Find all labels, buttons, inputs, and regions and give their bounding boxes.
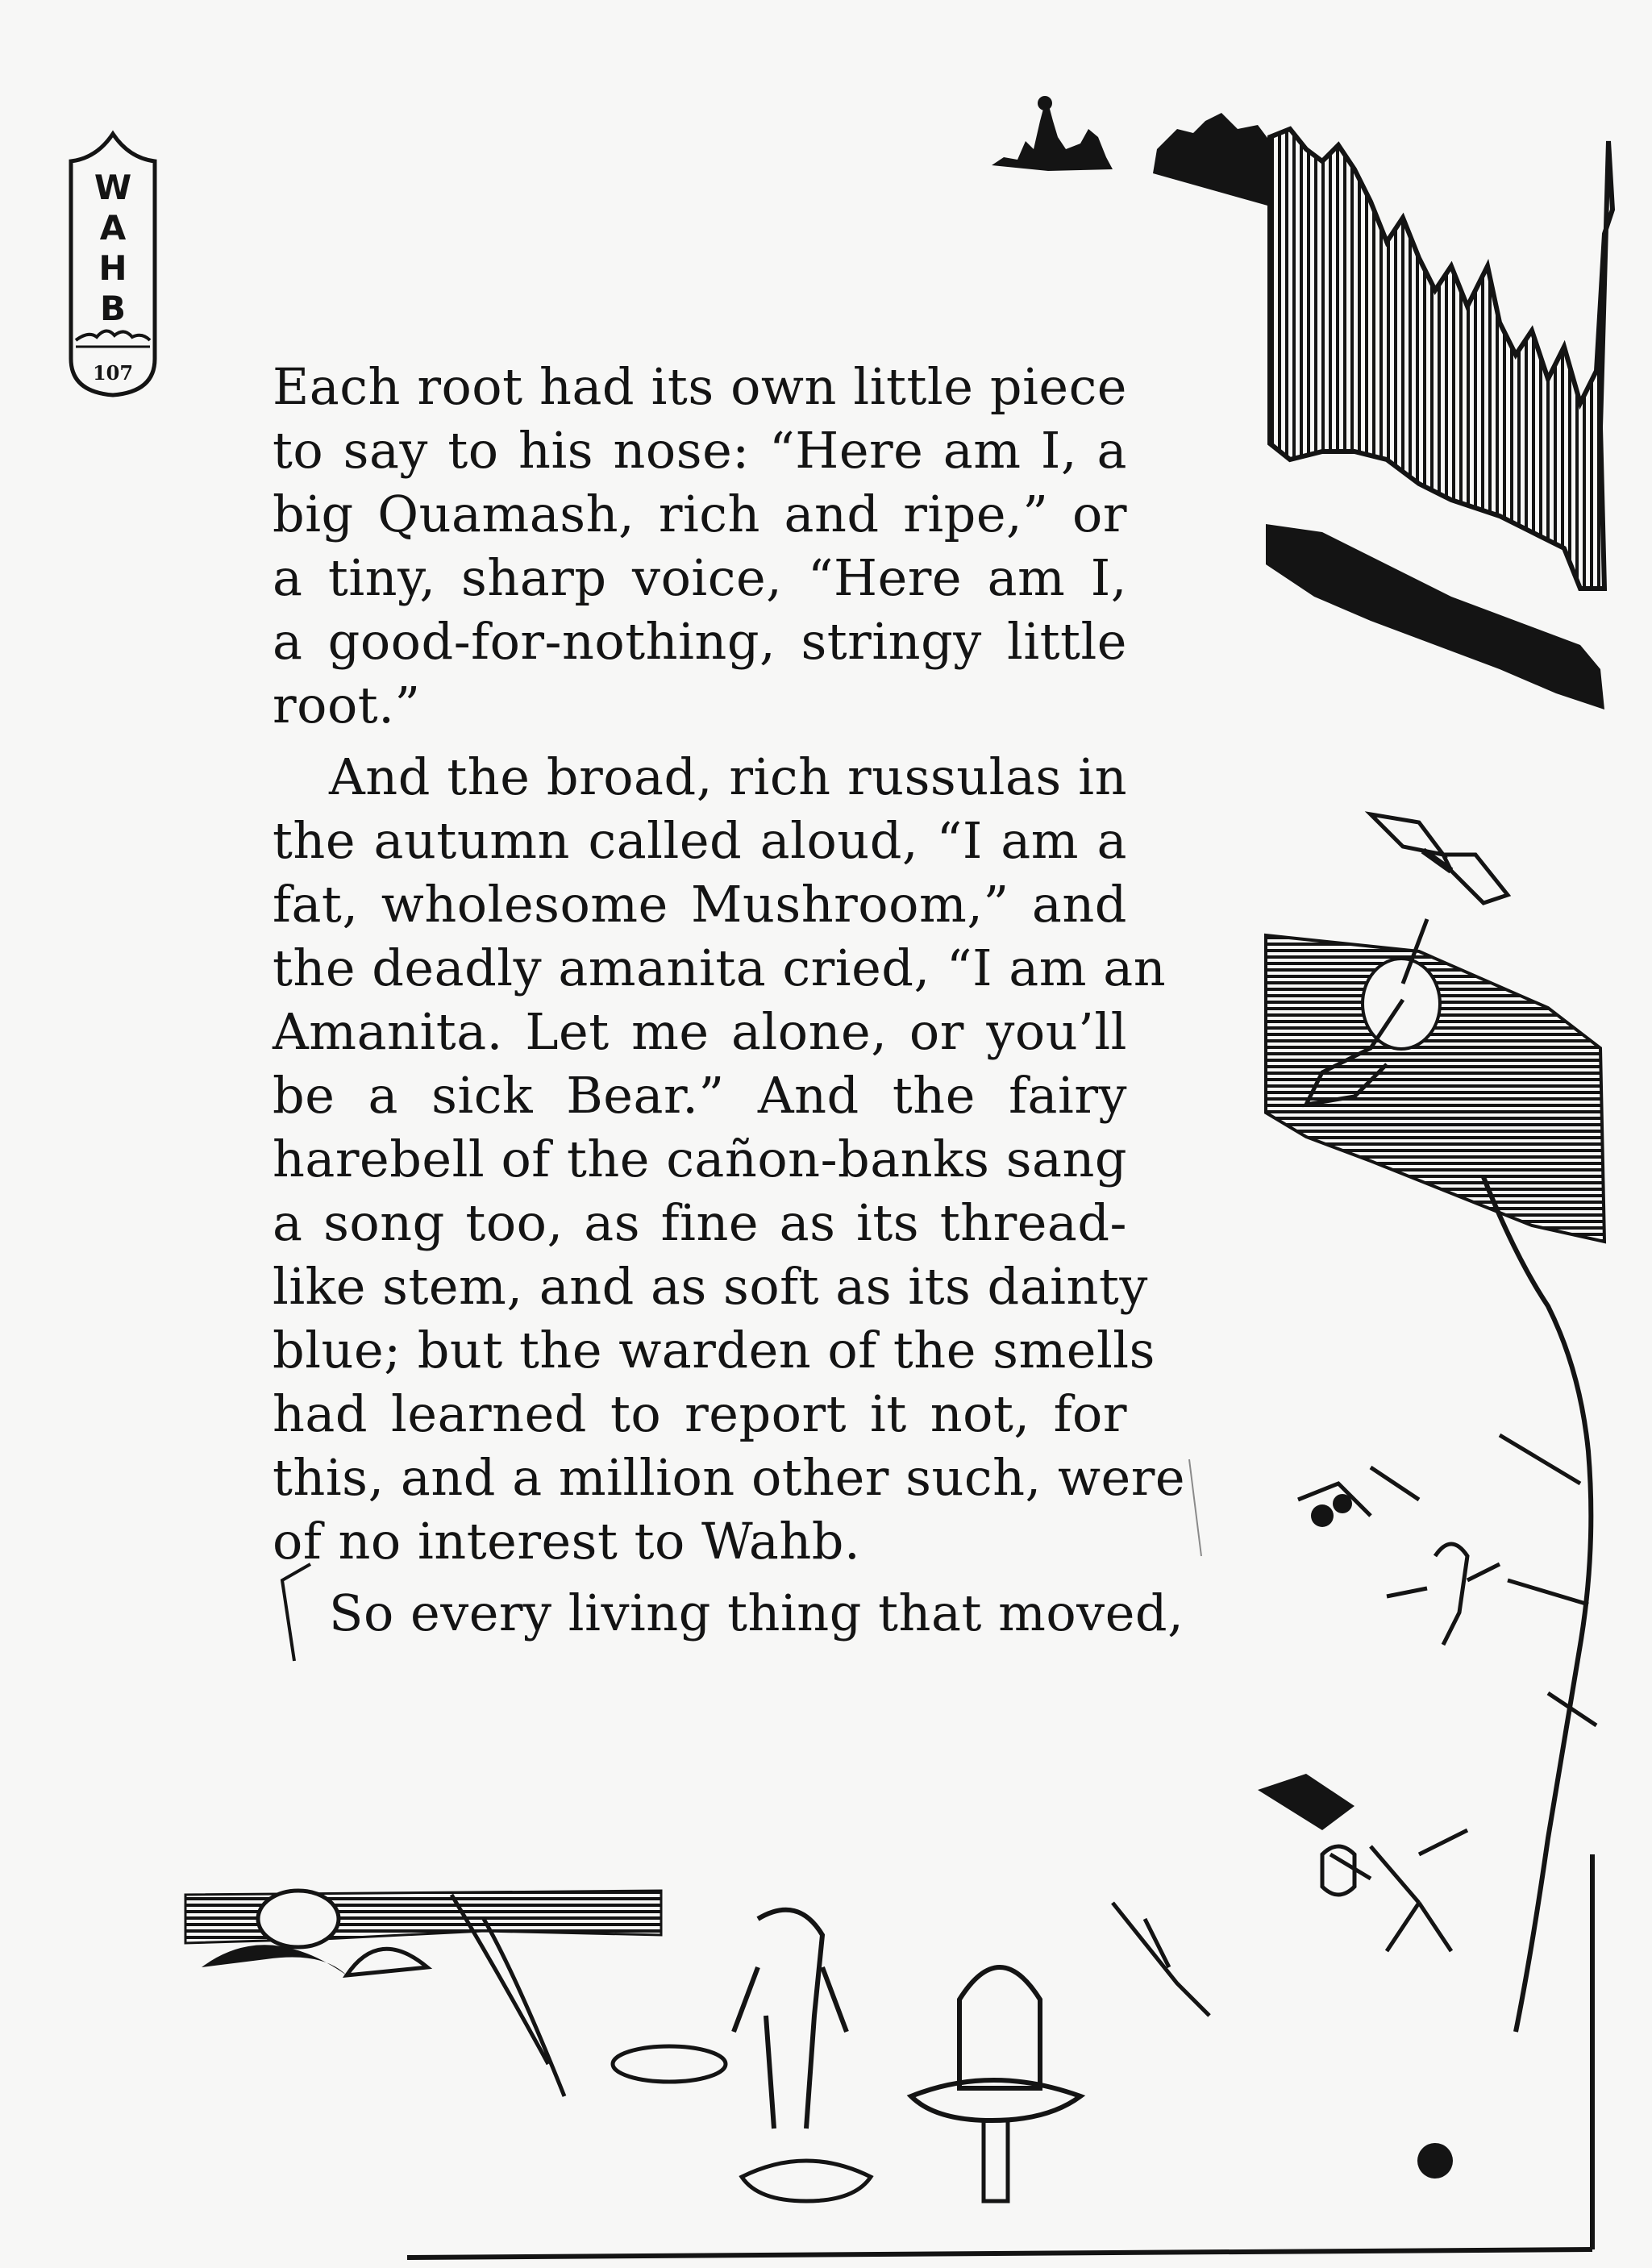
text-line: And the broad, rich russulas in: [329, 747, 1127, 806]
paragraph: [273, 745, 1186, 1573]
text-line: a tiny, sharp voice, “Here am I,: [273, 548, 1127, 607]
fairy-panel-illustration: [1266, 919, 1604, 1242]
text-line: harebell of the cañon-banks sang: [273, 1130, 1128, 1188]
text-line: a good-for-nothing, stringy little: [273, 612, 1127, 671]
moth-illustration: [1371, 814, 1508, 903]
text-line: like stem, and as soft as its dainty: [273, 1257, 1148, 1316]
text-line: of no interest to Wahb.: [273, 1512, 861, 1571]
page-number: 107: [92, 361, 134, 385]
text-line: Amanita. Let me alone, or you’ll: [273, 1002, 1127, 1061]
bottom-scene-illustration: [185, 1854, 1592, 2258]
vine-illustration: [1258, 1177, 1596, 2032]
text-line: Each root had its own little piece: [273, 357, 1127, 416]
text-line: fat, wholesome Mushroom,” and: [273, 875, 1127, 934]
text-line: this, and a million other such, were: [273, 1448, 1186, 1507]
text-line: to say to his nose: “Here am I, a: [273, 421, 1127, 480]
badge-letter-a: A: [99, 208, 127, 248]
text-line: had learned to report it not, for: [273, 1384, 1127, 1443]
text-line: root.”: [273, 676, 421, 734]
badge-letter-h: H: [98, 248, 127, 288]
text-line: the autumn called aloud, “I am a: [273, 811, 1127, 870]
paragraph: [273, 355, 1127, 737]
badge-letter-b: B: [99, 289, 126, 328]
badge-letter-w: W: [94, 168, 132, 207]
text-line: blue; but the warden of the smells: [273, 1321, 1155, 1380]
text-line: So every living thing that moved,: [329, 1583, 1184, 1642]
body-text: [273, 355, 1186, 1645]
text-line: be a sick Bear.” And the fairy: [273, 1066, 1127, 1125]
text-line: the deadly amanita cried, “I am an: [273, 938, 1167, 997]
paragraph: [273, 1581, 1184, 1645]
text-line: big Quamash, rich and ripe,” or: [273, 485, 1127, 543]
text-line: a song too, as fine as its thread-: [273, 1193, 1127, 1252]
